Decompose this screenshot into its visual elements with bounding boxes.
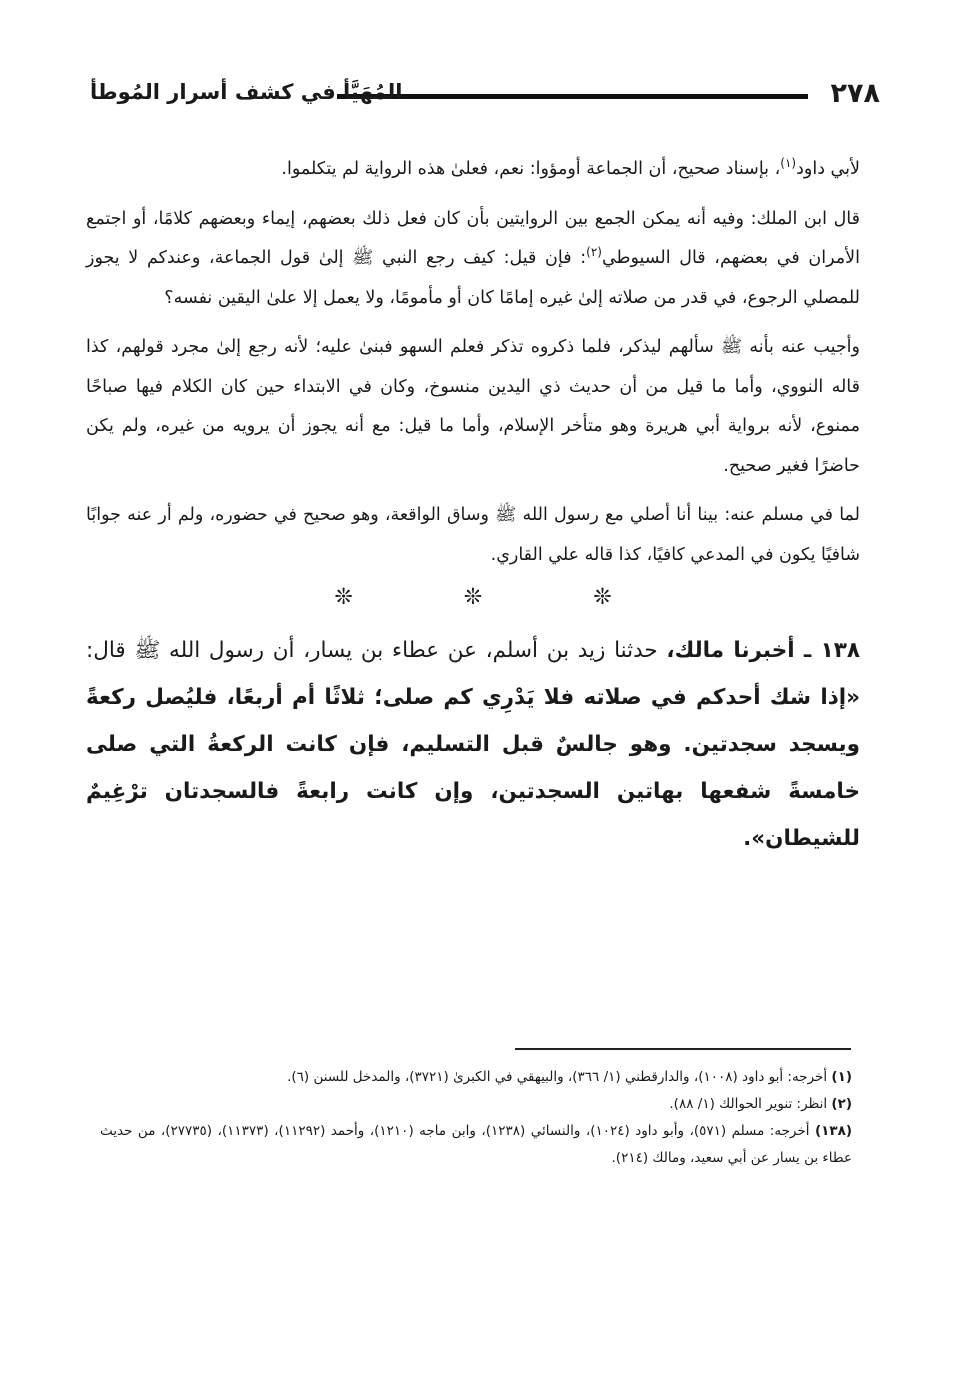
footnote-138-text: أخرجه: مسلم (٥٧١)، وأبو داود (١٠٢٤)، والنسائي (١٢٣٨)، وابن ماجه (١٢١٠)، وأحمد (١١٢٩٢)، (١١٣٧٣)، (٢٧٧٣٥)، من حديث عطاء بن يسار عن أبي سعيد، ومالك (٢١٤). <box>100 1123 852 1166</box>
footnote-divider <box>515 1048 851 1050</box>
book-title: المُهَيَّأ في كشف أسرار المُوطأ <box>90 80 403 104</box>
footnote-ref-1[interactable]: (١) <box>780 156 797 171</box>
hadith-138 <box>86 627 860 862</box>
main-text <box>86 150 860 862</box>
hadith-matn: «إذا شك أحدكم في صلاته فلا يَدْرِي كم صلى؛ ثلاثًا أم أربعًا، فليُصل ركعةً ويسجد سجدتين. وهو جالسٌ قبل التسليم، فإن كانت الركعةُ التي صلى خامسةً شفعها بهاتين السجدتين، وإن كانت رابعةً فالسجدتان ترْغِيمٌ للشيطان». <box>86 685 860 851</box>
footnote-138-marker: (١٣٨) <box>814 1123 853 1139</box>
hadith-number-intro: ١٣٨ ـ أخبرنا مالك، <box>666 638 860 663</box>
footnote-2 <box>100 1091 852 1118</box>
footnote-138 <box>100 1118 852 1172</box>
footnote-1-marker: (١) <box>831 1069 852 1085</box>
footnote-1-text: أخرجه: أبو داود (١٠٠٨)، والدارقطني (١/ ٣٦٦)، والبيهقي في الكبرىٰ (٣٧٢١)، والمدخل للسنن (٦). <box>287 1069 832 1085</box>
header-rule <box>337 94 808 99</box>
footnotes <box>100 1064 852 1172</box>
footnote-2-text: انظر: تنوير الحوالك (١/ ٨٨). <box>669 1096 832 1112</box>
section-separator: ❊ ❊ ❊ <box>334 585 664 610</box>
p1-text-b: ، بإسناد صحيح، أن الجماعة أومؤوا: نعم، فعلىٰ هذه الرواية لم يتكلموا. <box>281 159 781 179</box>
page-header <box>90 72 880 122</box>
p2-text-b: : فإن قيل: كيف رجع النبي ﷺ إلىٰ قول الجماعة، وعندكم لا يجوز للمصلي الرجوع، في قدر من صلاته إلىٰ غيره إمامًا كان أو مأمومًا، ولا يعمل إلا علىٰ اليقين نفسه؟ <box>86 248 860 308</box>
p2-text-a: قال ابن الملك: وفيه أنه يمكن الجمع بين الروايتين بأن كان فعل ذلك بعضهم، إيماء وبعضهم كلامًا، أو اجتمع الأمران في بعضهم، قال السيوطي <box>86 208 860 268</box>
footnote-ref-2[interactable]: (٢) <box>586 245 602 260</box>
footnote-1 <box>100 1064 852 1091</box>
p1-text-a: لأبي داود <box>796 159 860 179</box>
paragraph-1 <box>86 150 860 190</box>
hadith-isnad: حدثنا زيد بن أسلم، عن عطاء بن يسار، أن رسول الله ﷺ قال: <box>86 638 667 663</box>
paragraph-2 <box>86 200 860 319</box>
p4-text: لما في مسلم عنه: بينا أنا أصلي مع رسول الله ﷺ وساق الواقعة، وهو صحيح في حضوره، ولم أر عنه جوابًا شافيًا يكون في المدعي كافيًا، كذا قاله علي القاري. <box>86 505 860 565</box>
paragraph-4 <box>86 496 860 575</box>
paragraph-3 <box>86 328 860 486</box>
page-number: ٢٧٨ <box>830 78 880 109</box>
footnote-2-marker: (٢) <box>831 1096 852 1112</box>
p3-text: وأجيب عنه بأنه ﷺ سألهم ليذكر، فلما ذكروه تذكر فعلم السهو فبنىٰ عليه؛ لأنه رجع إلىٰ مجرد قولهم، كذا قاله النووي، وأما ما قيل من أن حديث ذي اليدين منسوخ، وكان في الابتداء حين كان الكلام فيها صباحًا ممنوع، لأنه برواية أبي هريرة وهو متأخر الإسلام، وأما ما قيل: مع أنه يجوز أن يرويه من غيره، ولم يكن حاضرًا فغير صحيح. <box>86 337 860 476</box>
